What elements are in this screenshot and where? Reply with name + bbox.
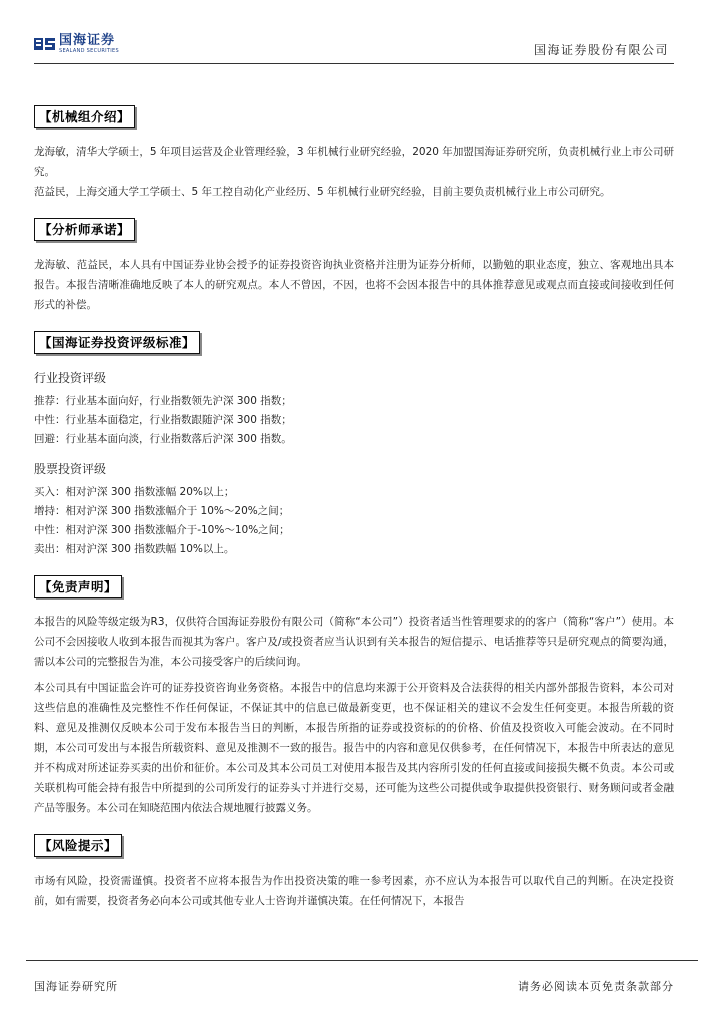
report-body (34, 98, 674, 927)
page-header (0, 0, 724, 70)
rating-section (34, 331, 674, 559)
footer-divider (26, 960, 698, 961)
disclaimer-section (34, 575, 674, 818)
stock-rating-block (34, 459, 674, 559)
company-name: 国海证券股份有限公司 (533, 43, 669, 57)
pledge-section (34, 218, 674, 315)
stock-rating-sell: 卖出：相对沪深 300 指数跌幅 10%以上。 (34, 543, 235, 555)
risk-paragraph: 市场有风险，投资需谨慎。投资者不应将本报告为作出投资决策的唯一参考因素，亦不应认为本报告可以取代自己的判断。在决定投资前，如有需要，投资者务必向本公司或其他专业人士咨询并谨慎决策。在任何情况下，本报告 (34, 875, 674, 907)
stock-rating-neutral: 中性：相对沪深 300 指数涨幅介于-10%～10%之间； (34, 524, 290, 536)
logo-english-text: SEALAND SECURITIES (59, 48, 119, 54)
industry-rating-heading: 行业投资评级 (34, 371, 107, 385)
disclaimer-section-title: 【免责声明】 (34, 575, 122, 598)
industry-rating-neutral: 中性：行业基本面稳定，行业指数跟随沪深 300 指数； (34, 414, 292, 426)
risk-section (34, 834, 674, 911)
stock-rating-overweight: 增持：相对沪深 300 指数涨幅介于 10%～20%之间； (34, 505, 290, 517)
pledge-paragraph: 龙海敏、范益民，本人具有中国证券业协会授予的证券投资咨询执业资格并注册为证券分析师，以勤勉的职业态度，独立、客观地出具本报告。本报告清晰准确地反映了本人的研究观点。本人不曾因，不因，也将不会因本报告中的具体推荐意见或观点而直接或间接收到任何形式的补偿。 (34, 259, 674, 311)
rating-section-title: 【国海证券投资评级标准】 (34, 331, 200, 354)
industry-rating-block (34, 368, 674, 449)
industry-rating-avoid: 回避：行业基本面向淡，行业指数落后沪深 300 指数。 (34, 433, 292, 445)
sealand-logo-icon (34, 36, 56, 52)
pledge-section-title: 【分析师承诺】 (34, 218, 135, 241)
disclaimer-paragraph-2: 本公司具有中国证监会许可的证券投资咨询业务资格。本报告中的信息均来源于公开资料及合法获得的相关内部外部报告资料，本公司对这些信息的准确性及完整性不作任何保证，不保证其中的信息已做最新变更，也不保证相关的建议不会发生任何变更。本报告所载的资料、意见及推测仅反映本公司于发布本报告当日的判断，本报告所指的证券或投资标的的价格、价值及投资收入可能会波动。在不同时期，本公司可发出与本报告所载资料、意见及推测不一致的报告。报告中的内容和意见仅供参考，在任何情况下，本报告中所表达的意见并不构成对所述证券买卖的出价和征价。本公司及其本公司员工对使用本报告及其内容所引发的任何直接或间接损失概不负责。本公司或关联机构可能会持有报告中所提到的公司所发行的证券头寸并进行交易，还可能为这些公司提供或争取提供投资银行、财务顾问或者金融产品等服务。本公司在知晓范围内依法合规地履行披露义务。 (34, 682, 674, 814)
header-divider (34, 63, 674, 64)
team-section-title: 【机械组介绍】 (34, 105, 135, 128)
team-section (34, 98, 674, 202)
risk-section-title: 【风险提示】 (34, 834, 122, 857)
footer-institute: 国海证券研究所 (34, 980, 118, 993)
company-logo (34, 34, 119, 54)
team-paragraph-1: 龙海敏，清华大学硕士，5 年项目运营及企业管理经验，3 年机械行业研究经验，2020 年加盟国海证券研究所，负责机械行业上市公司研究。 (34, 146, 674, 178)
team-paragraph-2: 范益民，上海交通大学工学硕士、5 年工控自动化产业经历、5 年机械行业研究经验，目前主要负责机械行业上市公司研究。 (34, 186, 611, 198)
disclaimer-paragraph-1: 本报告的风险等级定级为R3，仅供符合国海证券股份有限公司（简称“本公司”）投资者适当性管理要求的的客户（简称“客户”）使用。本公司不会因接收人收到本报告而视其为客户。客户及/或投资者应当认识到有关本报告的短信提示、电话推荐等只是研究观点的简要沟通，需以本公司的完整报告为准，本公司接受客户的后续问询。 (34, 616, 674, 668)
stock-rating-heading: 股票投资评级 (34, 462, 107, 476)
logo-chinese-text: 国海证券 (59, 33, 116, 48)
industry-rating-recommend: 推荐：行业基本面向好，行业指数领先沪深 300 指数； (34, 395, 292, 407)
stock-rating-buy: 买入：相对沪深 300 指数涨幅 20%以上； (34, 486, 235, 498)
footer-disclaimer-note: 请务必阅读本页免责条款部分 (518, 980, 674, 993)
